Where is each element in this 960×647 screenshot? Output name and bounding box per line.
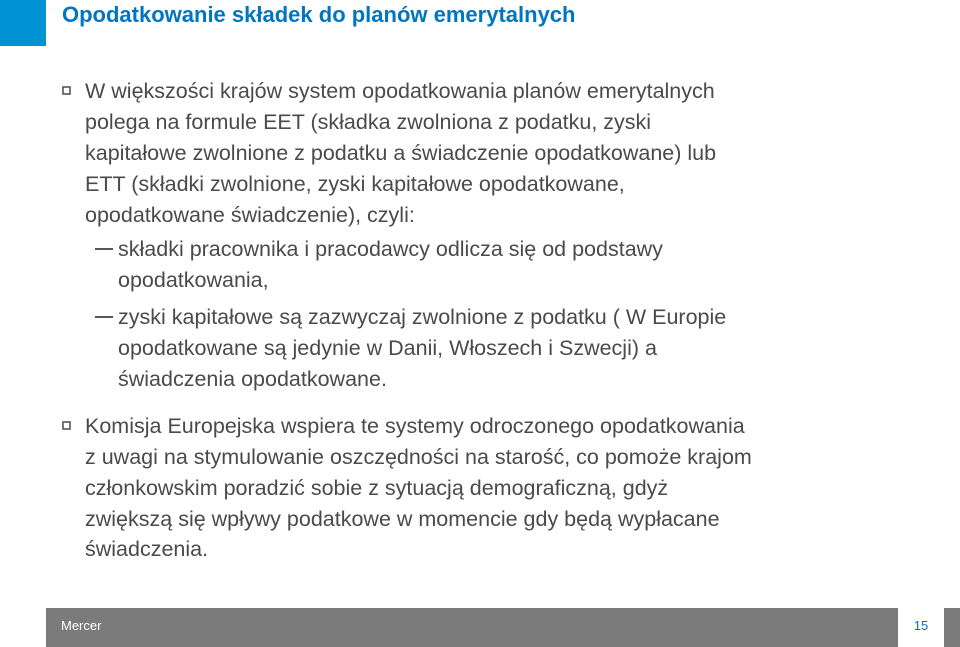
dash-bullet-icon	[95, 248, 113, 250]
bullet-1-line-1: W większości krajów system opodatkowania planów emerytalnych	[85, 79, 715, 103]
bullet-1-line-5: opodatkowane świadczenie), czyli:	[85, 203, 415, 227]
bullet-2-line-3: członkowskim poradzić sobie z sytuacją demograficzną, gdyż	[85, 476, 669, 500]
bullet-2-line-5: świadczenia.	[85, 537, 209, 561]
bullet-1-line-4: ETT (składki zwolnione, zyski kapitałowe opodatkowane,	[85, 172, 625, 196]
bullet-2-line-2: z uwagi na stymulowanie oszczędności na starość, co pomoże krajom	[85, 445, 752, 469]
bullet-2-line-1: Komisja Europejska wspiera te systemy odroczonego opodatkowania	[85, 414, 745, 438]
sub-item-1-line-2: opodatkowania,	[118, 268, 269, 292]
bullet-1-line-2: polega na formule EET (składka zwolniona z podatku, zyski	[85, 110, 652, 134]
page-number: 15	[913, 618, 929, 633]
sub-item-1-line-1: składki pracownika i pracodawcy odlicza się od podstawy	[118, 237, 663, 261]
bullet-1-line-3: kapitałowe zwolnione z podatku a świadczenie opodatkowane) lub	[85, 141, 717, 165]
square-bullet-icon	[62, 421, 72, 431]
footer-left-block	[0, 608, 46, 647]
sub-item-2-line-3: świadczenia opodatkowane.	[118, 367, 387, 391]
footer-bar	[0, 608, 960, 647]
footer-company: Mercer	[61, 618, 102, 633]
square-bullet-icon	[62, 86, 72, 96]
page-number-box	[898, 608, 944, 647]
sub-item-2-line-1: zyski kapitałowe są zazwyczaj zwolnione z podatku ( W Europie	[118, 305, 727, 329]
dash-bullet-icon	[95, 316, 113, 318]
sub-item-2-line-2: opodatkowane są jedynie w Danii, Włoszech i Szwecji) a	[118, 336, 657, 360]
slide-title: Opodatkowanie składek do planów emerytalnych	[62, 2, 576, 27]
bullet-2-line-4: zwiększą się wpływy podatkowe w momencie gdy będą wypłacane	[85, 507, 720, 531]
